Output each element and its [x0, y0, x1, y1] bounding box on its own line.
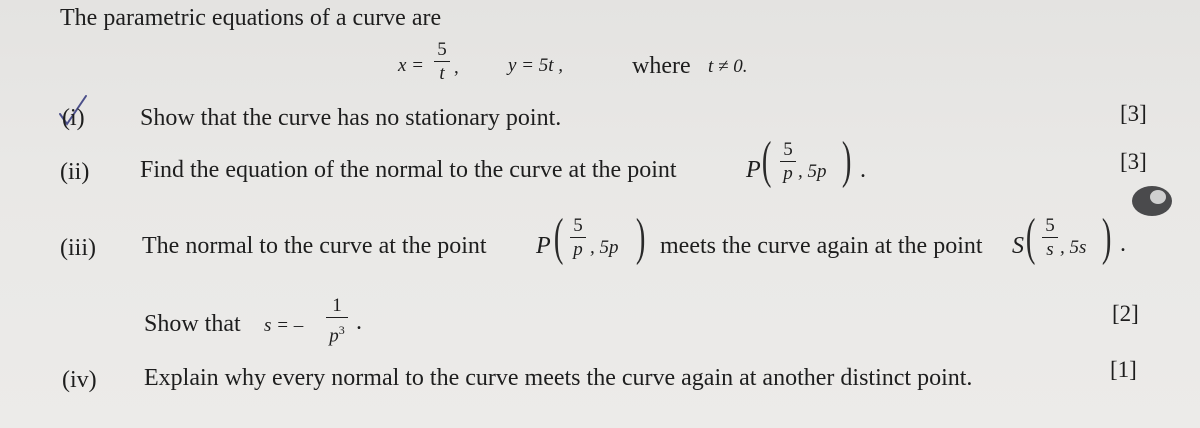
- show-that-label: Show that: [144, 311, 241, 337]
- show-s-lhs: s = –: [264, 315, 304, 336]
- part-iii-frac2-num: 5: [1045, 215, 1055, 236]
- show-end: .: [356, 309, 362, 335]
- part-iii-second-coord-2: , 5s: [1060, 237, 1087, 258]
- part-ii-frac-den: p: [783, 163, 793, 184]
- eq-x-lhs: x =: [398, 55, 425, 76]
- part-ii-end: .: [860, 157, 866, 183]
- part-iii-point-letter: P: [536, 233, 551, 259]
- close-paren: ): [841, 132, 852, 189]
- eq-condition: t ≠ 0.: [708, 56, 748, 77]
- eq-x-num: 5: [437, 39, 447, 60]
- show-den: $p^3$: [329, 323, 345, 347]
- open-paren: (: [1025, 209, 1036, 266]
- fraction-bar: [1042, 237, 1058, 238]
- eq-y: y = 5t ,: [508, 55, 564, 76]
- fraction-bar: [780, 161, 796, 162]
- part-iii-text-b: meets the curve again at the point: [660, 233, 983, 259]
- fraction-bar: [434, 61, 450, 62]
- part-iii-marks: [2]: [1112, 301, 1139, 326]
- part-i-marks: [3]: [1120, 101, 1147, 126]
- show-num: 1: [332, 295, 342, 316]
- part-iii-fraction-2: [1042, 216, 1058, 260]
- eq-x-fraction: [434, 40, 450, 84]
- part-iii-label: (iii): [60, 235, 96, 261]
- close-paren: ): [1101, 209, 1112, 266]
- part-ii-marks: [3]: [1120, 149, 1147, 174]
- part-iii-text-a: The normal to the curve at the point: [142, 233, 487, 259]
- part-ii-fraction: [780, 140, 796, 184]
- part-iv-marks: [1]: [1110, 357, 1137, 382]
- part-ii-label: (ii): [60, 159, 90, 185]
- fraction-bar: [326, 317, 348, 318]
- part-iii-fraction: [570, 216, 586, 260]
- part-iv-text: Explain why every normal to the curve meets the curve again at another distinct point.: [144, 365, 973, 391]
- show-exponent: 3: [338, 323, 345, 337]
- part-i-label: (i): [62, 105, 85, 131]
- part-iv-label: (iv): [62, 367, 97, 393]
- part-iii-frac-num: 5: [573, 215, 583, 236]
- part-iii-point2-letter: S: [1012, 233, 1024, 259]
- part-i-text: Show that the curve has no stationary point.: [140, 105, 562, 131]
- fraction-bar: [570, 237, 586, 238]
- intro-text: The parametric equations of a curve are: [60, 5, 442, 31]
- open-paren: (: [553, 209, 564, 266]
- ink-smudge-icon: [1128, 183, 1174, 219]
- part-ii-text: Find the equation of the normal to the curve at the point: [140, 157, 677, 183]
- part-ii-second-coord: , 5p: [798, 161, 827, 182]
- part-ii-frac-num: 5: [783, 139, 793, 160]
- part-iii-end: .: [1120, 231, 1126, 257]
- open-paren: (: [761, 132, 772, 189]
- part-ii-point-letter: P: [746, 157, 761, 183]
- part-iii-frac-den: p: [573, 239, 583, 260]
- part-iii-frac2-den: s: [1046, 239, 1054, 260]
- part-iii-second-coord: , 5p: [590, 237, 619, 258]
- eq-comma: ,: [454, 57, 459, 78]
- eq-x-den: t: [439, 63, 445, 84]
- eq-where: where: [632, 53, 691, 79]
- close-paren: ): [635, 209, 646, 266]
- show-fraction: [326, 296, 348, 346]
